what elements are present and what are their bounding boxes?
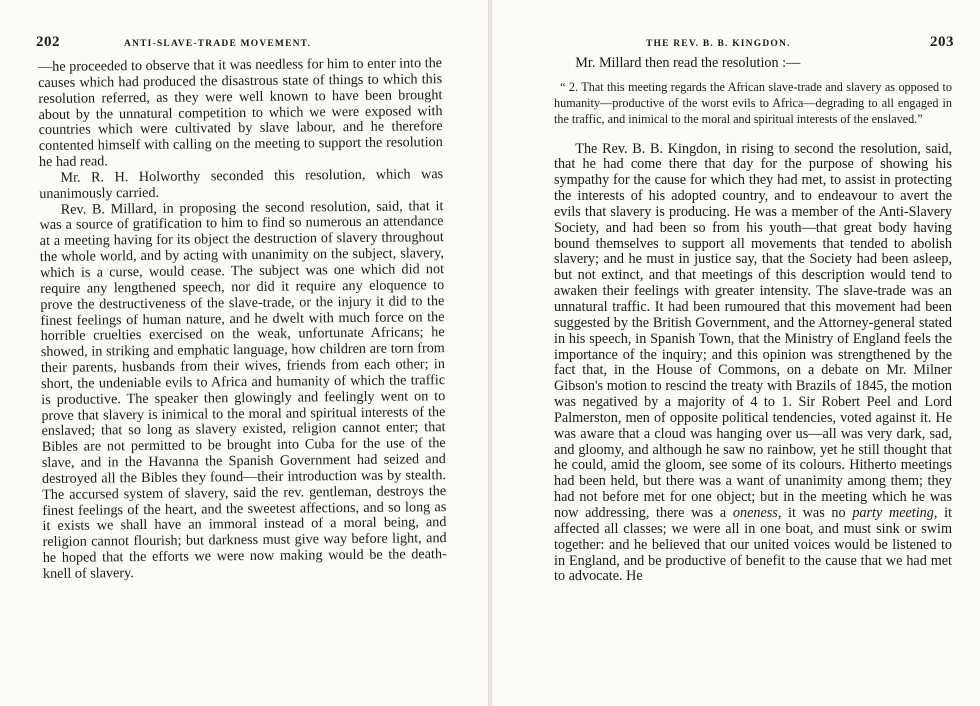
- running-head: ANTI-SLAVE-TRADE MOVEMENT.: [124, 39, 312, 49]
- paragraph: —he proceeded to observe that it was needless for him to enter into the causes which had produced the disastrous state of things to which this resolution referred, as they were well known to have been brought about by the unnatural competition to which we were exposed with countries which were cultivated by slave labour, and he therefore contented himself with calling on the meeting to support the resolution he had read.: [37, 55, 443, 171]
- speech-text: , it was no: [777, 504, 846, 521]
- paragraph: Mr. R. H. Holworthy seconded this resolution, which was unanimously carried.: [39, 166, 444, 202]
- paragraph: Rev. B. Millard, in proposing the second resolution, said, that it was a source of gratification to him to find so numerous an attendance at a meeting having for its object the destruction of slavery throughout the whole world, and by acting with unanimity on the subject, slavery, which is a curse, would cease. The subject was one which did not require any lengthened speech, nor did it require any eloquence to prove the destructiveness of the slave-trade, or the injury it did to the finest feelings of human nature, and he dwelt with much force on the horrible cruelties exercised on the weak, unfortunate Africans; he showed, in striking and emphatic language, how children are torn from their parents, husbands from their wives, friends from each other; in short, the undeniable evils to Africa and humanity of which the traffic is productive. The speaker then glowingly and feelingly went on to prove that slavery is inimical to the moral and spiritual interests of the enslaved; that so long as slavery existed, religion cannot enter; that Bibles are not permitted to be brought into Cuba for the use of the slave, and in the Havanna the Spanish Government had seized and destroyed all the Bibles they found—their introduction was by stealth. The accursed system of slavery, said the rev. gentleman, destroys the finest feelings of the heart, and the sweetest affections, and so long as it exists we shall have an immoral instead of a moral being, and religion cannot flourish; but darkness must give way before light, and he hoped that the efforts we were now making would be the death-knell of slavery.: [39, 197, 447, 582]
- quote-text: “ 2. That this meeting regards the African slave-trade and slavery as opposed to humanity—productive of the worst evils to Africa—degrading to all engaged in the traffic, and inimical to the moral and spiritual interests of the enslaved.”: [554, 79, 952, 126]
- left-page-body: [38, 56, 447, 583]
- running-head: THE REV. B. B. KINGDON.: [646, 39, 791, 49]
- right-page-header: [550, 34, 954, 50]
- paragraph-intro: Mr. Millard then read the resolution :—: [575, 55, 801, 71]
- speech-text: The Rev. B. B. Kingdon, in rising to second the resolution, said, that he had come there that day for the purpose of showing his sympathy for the cause for which they had met, to assist in protecting the interests of his adopted country, and to endeavour to avert the evils that slavery is producing. He was a member of the Anti-Slavery Society, and had been so from his youth—that great body having bound themselves to support all movements that tended to abolish slavery; and he must in justice say, that the Society had been asleep, but not extinct, and that meetings of this description would tend to awaken their feelings with greater intensity. The slave-trade was an unnatural traffic. It had been rumoured that this movement had been suggested by the British Government, and the Attorney-general stated in his speech, in Spanish Town, that the Ministry of England feels the importance of the inquiry; and this opinion was strengthened by the fact that, in the House of Commons, on a debate on Mr. Milner Gibson's motion to rescind the treaty with Brazils of 1845, the motion was negatived by a majority of 4 to 1. Sir Robert Peel and Lord Palmerston, men of opposite political tendencies, voted against it. He was aware that a cloud was hanging over us—all was very dark, sad, and gloomy, and although he saw no rainbow, yet he still thought that he could, amid the gloom, see some of its colours. Hitherto meetings had been held, but there was a want of unanimity among them; they had not before met for one object; but in the meeting which he was now addressing, there was a: [554, 140, 952, 521]
- emphasis-text: oneness: [732, 504, 778, 521]
- emphasis-text: party meeting: [852, 504, 934, 521]
- right-page-body: [554, 56, 952, 585]
- page-number: 202: [36, 34, 60, 50]
- left-page: [0, 0, 488, 706]
- resolution-quote: [554, 80, 952, 128]
- speech-text: , it affected all classes; we were all in one boat, and must sink or swim together: and he believed that our united voices would be listened to in England, and be productive of benefit to the cause that we had met to advocate. He: [554, 504, 953, 585]
- right-page: [492, 0, 980, 706]
- page-number: 203: [930, 34, 954, 50]
- paragraph-speech: [554, 142, 952, 586]
- left-page-header: [36, 34, 444, 50]
